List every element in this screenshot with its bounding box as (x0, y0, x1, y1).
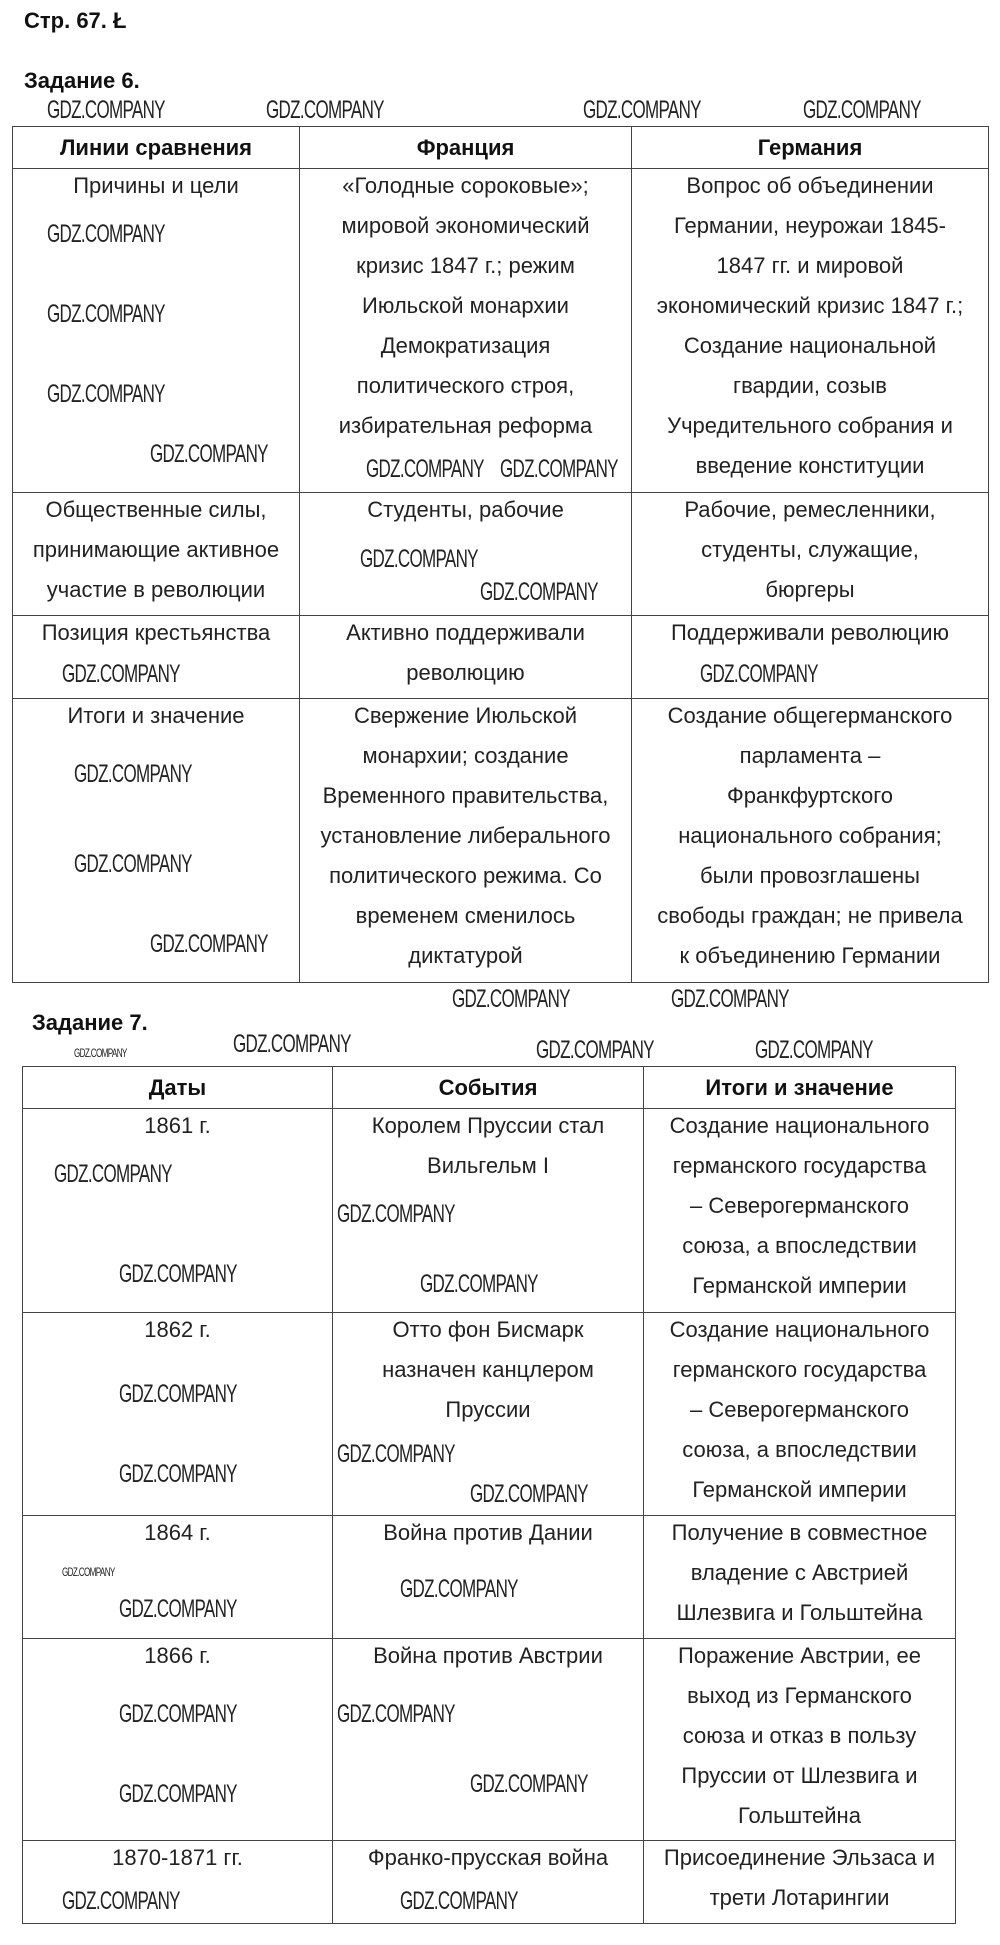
watermark: GDZ.COMPANY (54, 1160, 172, 1188)
table-row (13, 169, 989, 493)
watermark: GDZ.COMPANY (119, 1700, 237, 1728)
watermark: GDZ.COMPANY (266, 96, 384, 124)
header-cell: Линии сравнения (13, 127, 300, 169)
task7-title: Задание 7. (32, 1010, 148, 1035)
watermark: GDZ.COMPANY (233, 1030, 351, 1058)
watermark: GDZ.COMPANY (74, 1046, 127, 1060)
watermark: GDZ.COMPANY (452, 985, 570, 1013)
table-cell: 1870-1871 гг. (112, 1845, 243, 1870)
table-cell: Позиция крестьянства (41, 620, 271, 645)
watermark: GDZ.COMPANY (470, 1770, 588, 1798)
table-row (23, 1109, 956, 1313)
table-row (23, 1841, 956, 1924)
watermark: GDZ.COMPANY (150, 930, 268, 958)
watermark: GDZ.COMPANY (47, 380, 165, 408)
table-cell: Рабочие, ремесленники, студенты, служащие, бюргеры (684, 497, 936, 602)
table-cell: 1864 г. (144, 1520, 211, 1545)
watermark: GDZ.COMPANY (755, 1036, 873, 1064)
watermark: GDZ.COMPANY (480, 578, 598, 606)
watermark: GDZ.COMPANY (420, 1270, 538, 1298)
table-cell: Итоги и значение (67, 703, 245, 728)
header-cell: Даты (23, 1067, 333, 1109)
watermark: GDZ.COMPANY (47, 300, 165, 328)
table-cell: Франко-прусская война (367, 1845, 609, 1870)
table-cell: Причины и цели (73, 173, 239, 198)
table-header-row (23, 1067, 956, 1109)
watermark: GDZ.COMPANY (400, 1887, 518, 1915)
task6-title: Задание 6. (24, 68, 140, 93)
watermark: GDZ.COMPANY (400, 1575, 518, 1603)
table-cell: Война против Австрии (373, 1643, 603, 1668)
table-row (13, 493, 989, 616)
watermark: GDZ.COMPANY (470, 1480, 588, 1508)
table-row (13, 699, 989, 983)
watermark: GDZ.COMPANY (119, 1460, 237, 1488)
table-cell: Поддерживали революцию (670, 620, 950, 645)
watermark: GDZ.COMPANY (583, 96, 701, 124)
table-cell: Создание национального германского государства – Северогерманского союза, а впоследствии Германской империи (669, 1113, 930, 1298)
watermark: GDZ.COMPANY (366, 455, 484, 483)
watermark: GDZ.COMPANY (74, 850, 192, 878)
table-cell: Свержение Июльской монархии; создание Временного правительства, установление либерального политического режима. Со временем сменилось диктатурой (320, 703, 611, 968)
watermark: GDZ.COMPANY (150, 440, 268, 468)
table-cell: Получение в совместное владение с Австрией Шлезвига и Гольштейна (671, 1520, 928, 1625)
table-cell: Война против Дании (383, 1520, 593, 1545)
table-cell: Поражение Австрии, ее выход из Германского союза и отказ в пользу Пруссии от Шлезвига и Гольштейна (678, 1643, 921, 1828)
watermark: GDZ.COMPANY (700, 660, 818, 688)
table-cell: Присоединение Эльзаса и трети Лотарингии (663, 1845, 936, 1910)
watermark: GDZ.COMPANY (536, 1036, 654, 1064)
watermark: GDZ.COMPANY (62, 660, 180, 688)
table-row (13, 616, 989, 699)
header-cell: Итоги и значение (644, 1067, 956, 1109)
table-cell: Отто фон Бисмарк назначен канцлером Пруссии (382, 1317, 594, 1422)
watermark: GDZ.COMPANY (337, 1200, 455, 1228)
watermark: GDZ.COMPANY (119, 1380, 237, 1408)
table-cell: 1866 г. (144, 1643, 211, 1668)
table-cell: Общественные силы, принимающие активное участие в революции (32, 497, 280, 602)
table-cell: Активно поддерживали революцию (346, 620, 585, 685)
watermark: GDZ.COMPANY (337, 1700, 455, 1728)
header-cell: События (333, 1067, 644, 1109)
watermark: GDZ.COMPANY (119, 1780, 237, 1808)
table-cell: Студенты, рабочие (367, 497, 564, 522)
page-label: Стр. 67. Ł (24, 8, 127, 33)
table-cell: Королем Пруссии стал Вильгельм I (371, 1113, 605, 1178)
table-cell: Создание национального германского государства – Северогерманского союза, а впоследствии Германской империи (669, 1317, 930, 1502)
watermark: GDZ.COMPANY (74, 760, 192, 788)
watermark: GDZ.COMPANY (500, 455, 618, 483)
header-cell: Германия (632, 127, 989, 169)
watermark: GDZ.COMPANY (337, 1440, 455, 1468)
table-row (23, 1313, 956, 1516)
watermark: GDZ.COMPANY (360, 545, 478, 573)
watermark: GDZ.COMPANY (671, 985, 789, 1013)
table-row (23, 1516, 956, 1639)
task7-events-table (22, 1066, 956, 1924)
watermark: GDZ.COMPANY (47, 220, 165, 248)
table-cell: Создание общегерманского парламента – Франкфуртского национального собрания; были провозглашены свободы граждан; не привела к объединению Германии (657, 703, 963, 968)
watermark: GDZ.COMPANY (119, 1595, 237, 1623)
table-cell: 1861 г. (144, 1113, 211, 1138)
watermark: GDZ.COMPANY (119, 1260, 237, 1288)
table-row (23, 1639, 956, 1841)
table-cell: «Голодные сороковые»; мировой экономический кризис 1847 г.; режим Июльской монархии Демократизация политического строя, избирательная реформа (338, 173, 593, 438)
table-cell: Вопрос об объединении Германии, неурожаи 1845- 1847 гг. и мировой экономический кризис 1847 г.; Создание национальной гвардии, созыв Учредительного собрания и введение конституции (656, 173, 964, 478)
task6-comparison-table (12, 126, 989, 983)
watermark: GDZ.COMPANY (62, 1887, 180, 1915)
watermark: GDZ.COMPANY (62, 1565, 115, 1579)
header-cell: Франция (300, 127, 632, 169)
table-cell: 1862 г. (144, 1317, 211, 1342)
watermark: GDZ.COMPANY (803, 96, 921, 124)
table-header-row (13, 127, 989, 169)
watermark: GDZ.COMPANY (47, 96, 165, 124)
